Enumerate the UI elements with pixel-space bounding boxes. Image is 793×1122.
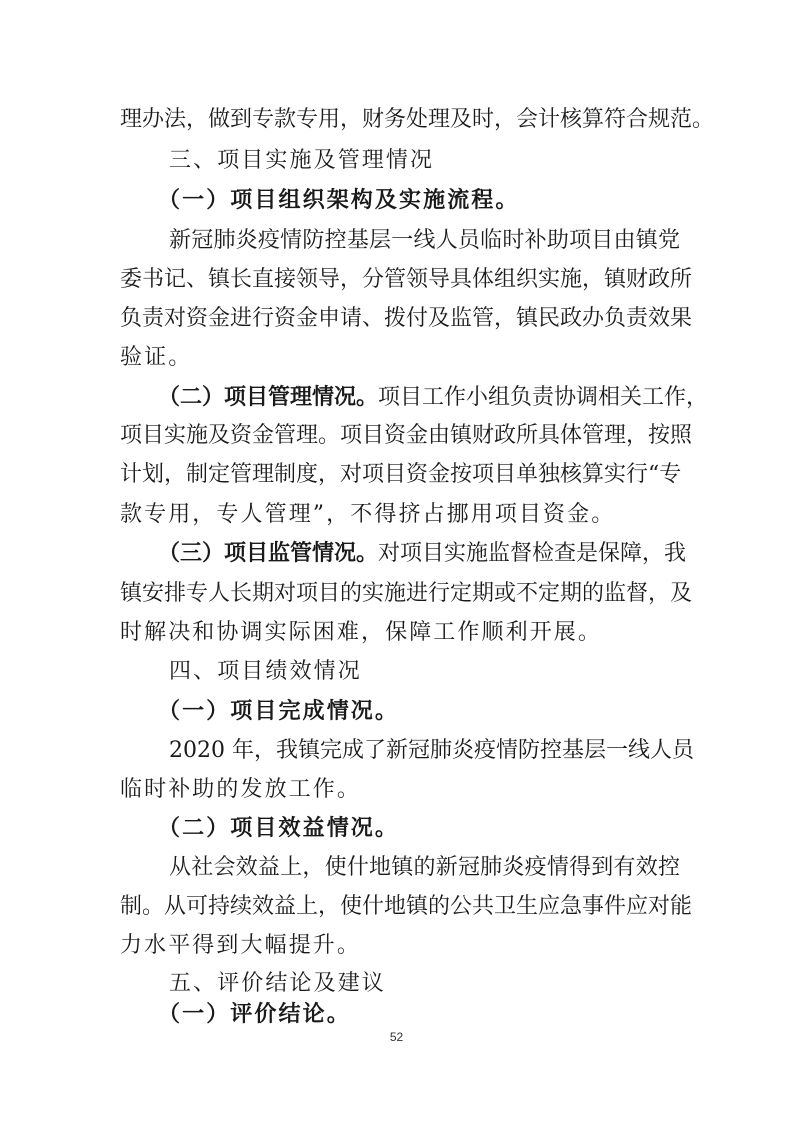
paragraph-line: 新冠肺炎疫情防控基层一线人员临时补助项目由镇党 [169, 228, 680, 253]
paragraph-text: 项目工作小组负责协调相关工作， [378, 385, 709, 410]
paragraph-line: 2020 年，我镇完成了新冠肺炎疫情防控基层一线人员 [169, 738, 694, 763]
paragraph-line: 验证。 [120, 345, 193, 370]
paragraph-line: 计划，制定管理制度，对项目资金按项目单独核算实行“专 [120, 462, 682, 487]
subsection-heading: （一）评价结论。 [158, 1002, 351, 1027]
paragraph-line: 款专用，专人管理”，不得挤占挪用项目资金。 [120, 502, 616, 527]
paragraph-line: 临时补助的发放工作。 [120, 777, 362, 802]
paragraph-line [158, 383, 709, 413]
paragraph-line: 镇安排专人长期对项目的实施进行定期或不定期的监督，及 [120, 581, 693, 606]
bold-lead: （二）项目管理情况。 [158, 385, 379, 410]
subsection-heading: （二）项目效益情况。 [158, 816, 400, 841]
paragraph-text: 对项目实施监督检查是保障，我 [378, 541, 687, 566]
paragraph-line: 负责对资金进行资金申请、拨付及监管，镇民政办负责效果 [120, 306, 693, 331]
paragraph-line [158, 539, 687, 569]
paragraph-line: 制。从可持续效益上，使什地镇的公共卫生应急事件应对能 [120, 894, 693, 919]
page-number: 52 [389, 1030, 404, 1044]
bold-lead: （三）项目监管情况。 [158, 541, 379, 566]
paragraph-line: 力水平得到大幅提升。 [120, 933, 362, 958]
paragraph-line: 从社会效益上，使什地镇的新冠肺炎疫情得到有效控 [169, 855, 680, 880]
paragraph-line: 时解决和协调实际困难，保障工作顺利开展。 [120, 620, 603, 645]
subsection-heading: （一）项目组织架构及实施流程。 [158, 188, 520, 213]
paragraph-line: 委书记、镇长直接领导，分管领导具体组织实施，镇财政所 [120, 267, 693, 292]
section-heading-3: 三、项目实施及管理情况 [169, 148, 435, 173]
subsection-heading: （一）项目完成情况。 [158, 699, 400, 724]
paragraph-line: 项目实施及资金管理。项目资金由镇财政所具体管理，按照 [120, 423, 693, 448]
section-heading-4: 四、项目绩效情况 [169, 659, 362, 684]
paragraph-line: 理办法，做到专款专用，财务处理及时，会计核算符合规范。 [120, 107, 715, 132]
section-heading-5: 五、评价结论及建议 [169, 971, 386, 996]
